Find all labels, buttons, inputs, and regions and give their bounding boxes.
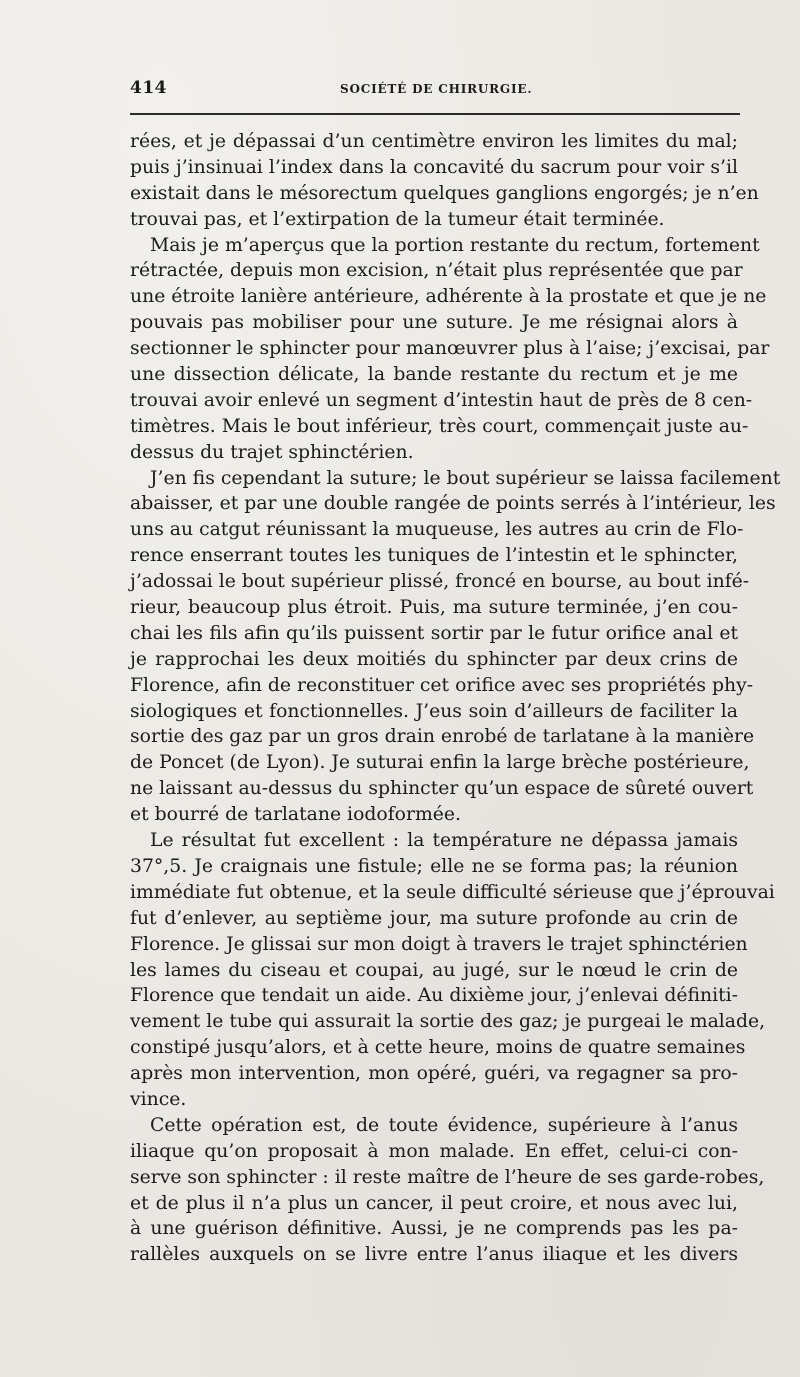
page-header	[130, 76, 740, 100]
text-line: iliaque qu’on proposait à mon malade. En effet, celui-ci con-	[130, 1140, 738, 1162]
page-number: 414	[130, 78, 167, 98]
text-line: fut d’enlever, au septième jour, ma suture profonde au crin de	[130, 907, 738, 929]
text-line: existait dans le mésorectum quelques ganglions engorgés; je n’en	[130, 182, 759, 204]
text-line: sectionner le sphincter pour manœuvrer plus à l’aise; j’excisai, par	[130, 338, 770, 360]
text-line: rence enserrant toutes les tuniques de l’intestin et le sphincter,	[130, 545, 738, 567]
text-line: et de plus il n’a plus un cancer, il peut croire, et nous avec lui,	[130, 1192, 738, 1214]
text-line: après mon intervention, mon opéré, guéri, va regagner sa pro-	[130, 1063, 738, 1085]
text-line: Cette opération est, de toute évidence, supérieure à l’anus	[150, 1114, 738, 1136]
text-line: à une guérison définitive. Aussi, je ne comprends pas les pa-	[130, 1218, 738, 1240]
text-line: les lames du ciseau et coupai, au jugé, sur le nœud le crin de	[130, 959, 738, 981]
text-line: J’en fis cependant la suture; le bout supérieur se laissa facilement	[150, 467, 781, 489]
text-line: Florence, afin de reconstituer cet orifice avec ses propriétés phy-	[130, 674, 754, 696]
text-line: Florence que tendait un aide. Au dixième jour, j’enlevai définiti-	[130, 985, 738, 1007]
text-line: et bourré de tarlatane iodoformée.	[130, 804, 461, 826]
text-line: timètres. Mais le bout inférieur, très court, commençait juste au-	[130, 415, 749, 437]
text-line: vement le tube qui assurait la sortie des gaz; je purgeai le malade,	[130, 1011, 766, 1033]
text-line: rieur, beaucoup plus étroit. Puis, ma suture terminée, j’en cou-	[130, 597, 738, 619]
text-line: ne laissant au-dessus du sphincter qu’un espace de sûreté ouvert	[130, 778, 754, 800]
text-line: constipé jusqu’alors, et à cette heure, moins de quatre semaines	[130, 1037, 746, 1059]
text-line: siologiques et fonctionnelles. J’eus soin d’ailleurs de faciliter la	[130, 700, 738, 722]
text-line: abaisser, et par une double rangée de points serrés à l’intérieur, les	[130, 493, 776, 515]
text-line: trouvai avoir enlevé un segment d’intestin haut de près de 8 cen-	[130, 389, 753, 411]
text-line: sortie des gaz par un gros drain enrobé de tarlatane à la manière	[130, 726, 755, 748]
text-line: rétractée, depuis mon excision, n’était plus représentée que par	[130, 260, 743, 282]
text-line: 37°,5. Je craignais une fistule; elle ne se forma pas; la réunion	[130, 855, 738, 877]
text-line: serve son sphincter : il reste maître de l’heure de ses garde-robes,	[130, 1166, 765, 1188]
text-line: Mais je m’aperçus que la portion restante du rectum, fortement	[150, 234, 760, 256]
text-line: j’adossai le bout supérieur plissé, froncé en bourse, au bout infé-	[130, 571, 750, 593]
text-line: immédiate fut obtenue, et la seule difficulté sérieuse que j’éprouvai	[130, 881, 775, 903]
text-line: de Poncet (de Lyon). Je suturai enfin la large brèche postérieure,	[130, 752, 750, 774]
text-line: je rapprochai les deux moitiés du sphincter par deux crins de	[130, 648, 738, 670]
text-line: rallèles auxquels on se livre entre l’anus iliaque et les divers	[130, 1244, 738, 1266]
text-line: une dissection délicate, la bande restante du rectum et je me	[130, 364, 738, 386]
text-line: Le résultat fut excellent : la température ne dépassa jamais	[150, 830, 738, 852]
text-line: Florence. Je glissai sur mon doigt à travers le trajet sphinctérien	[130, 933, 748, 955]
text-line: chai les fils afin qu’ils puissent sortir par le futur orifice anal et	[130, 622, 738, 644]
body-text	[130, 129, 781, 1268]
text-line: trouvai pas, et l’extirpation de la tumeur était terminée.	[130, 208, 665, 230]
header-rule	[130, 113, 740, 115]
running-head: SOCIÉTÉ DE CHIRURGIE.	[340, 82, 533, 96]
text-line: rées, et je dépassai d’un centimètre environ les limites du mal;	[130, 131, 738, 152]
text-line: vince.	[130, 1088, 187, 1110]
text-line: une étroite lanière antérieure, adhérente à la prostate et que je ne	[130, 286, 767, 308]
text-line: puis j’insinuai l’index dans la concavité du sacrum pour voir s’il	[130, 156, 738, 178]
text-line: dessus du trajet sphinctérien.	[130, 441, 414, 463]
text-line: uns au catgut réunissant la muqueuse, les autres au crin de Flo-	[130, 519, 744, 541]
text-line: pouvais pas mobiliser pour une suture. Je me résignai alors à	[130, 312, 738, 334]
